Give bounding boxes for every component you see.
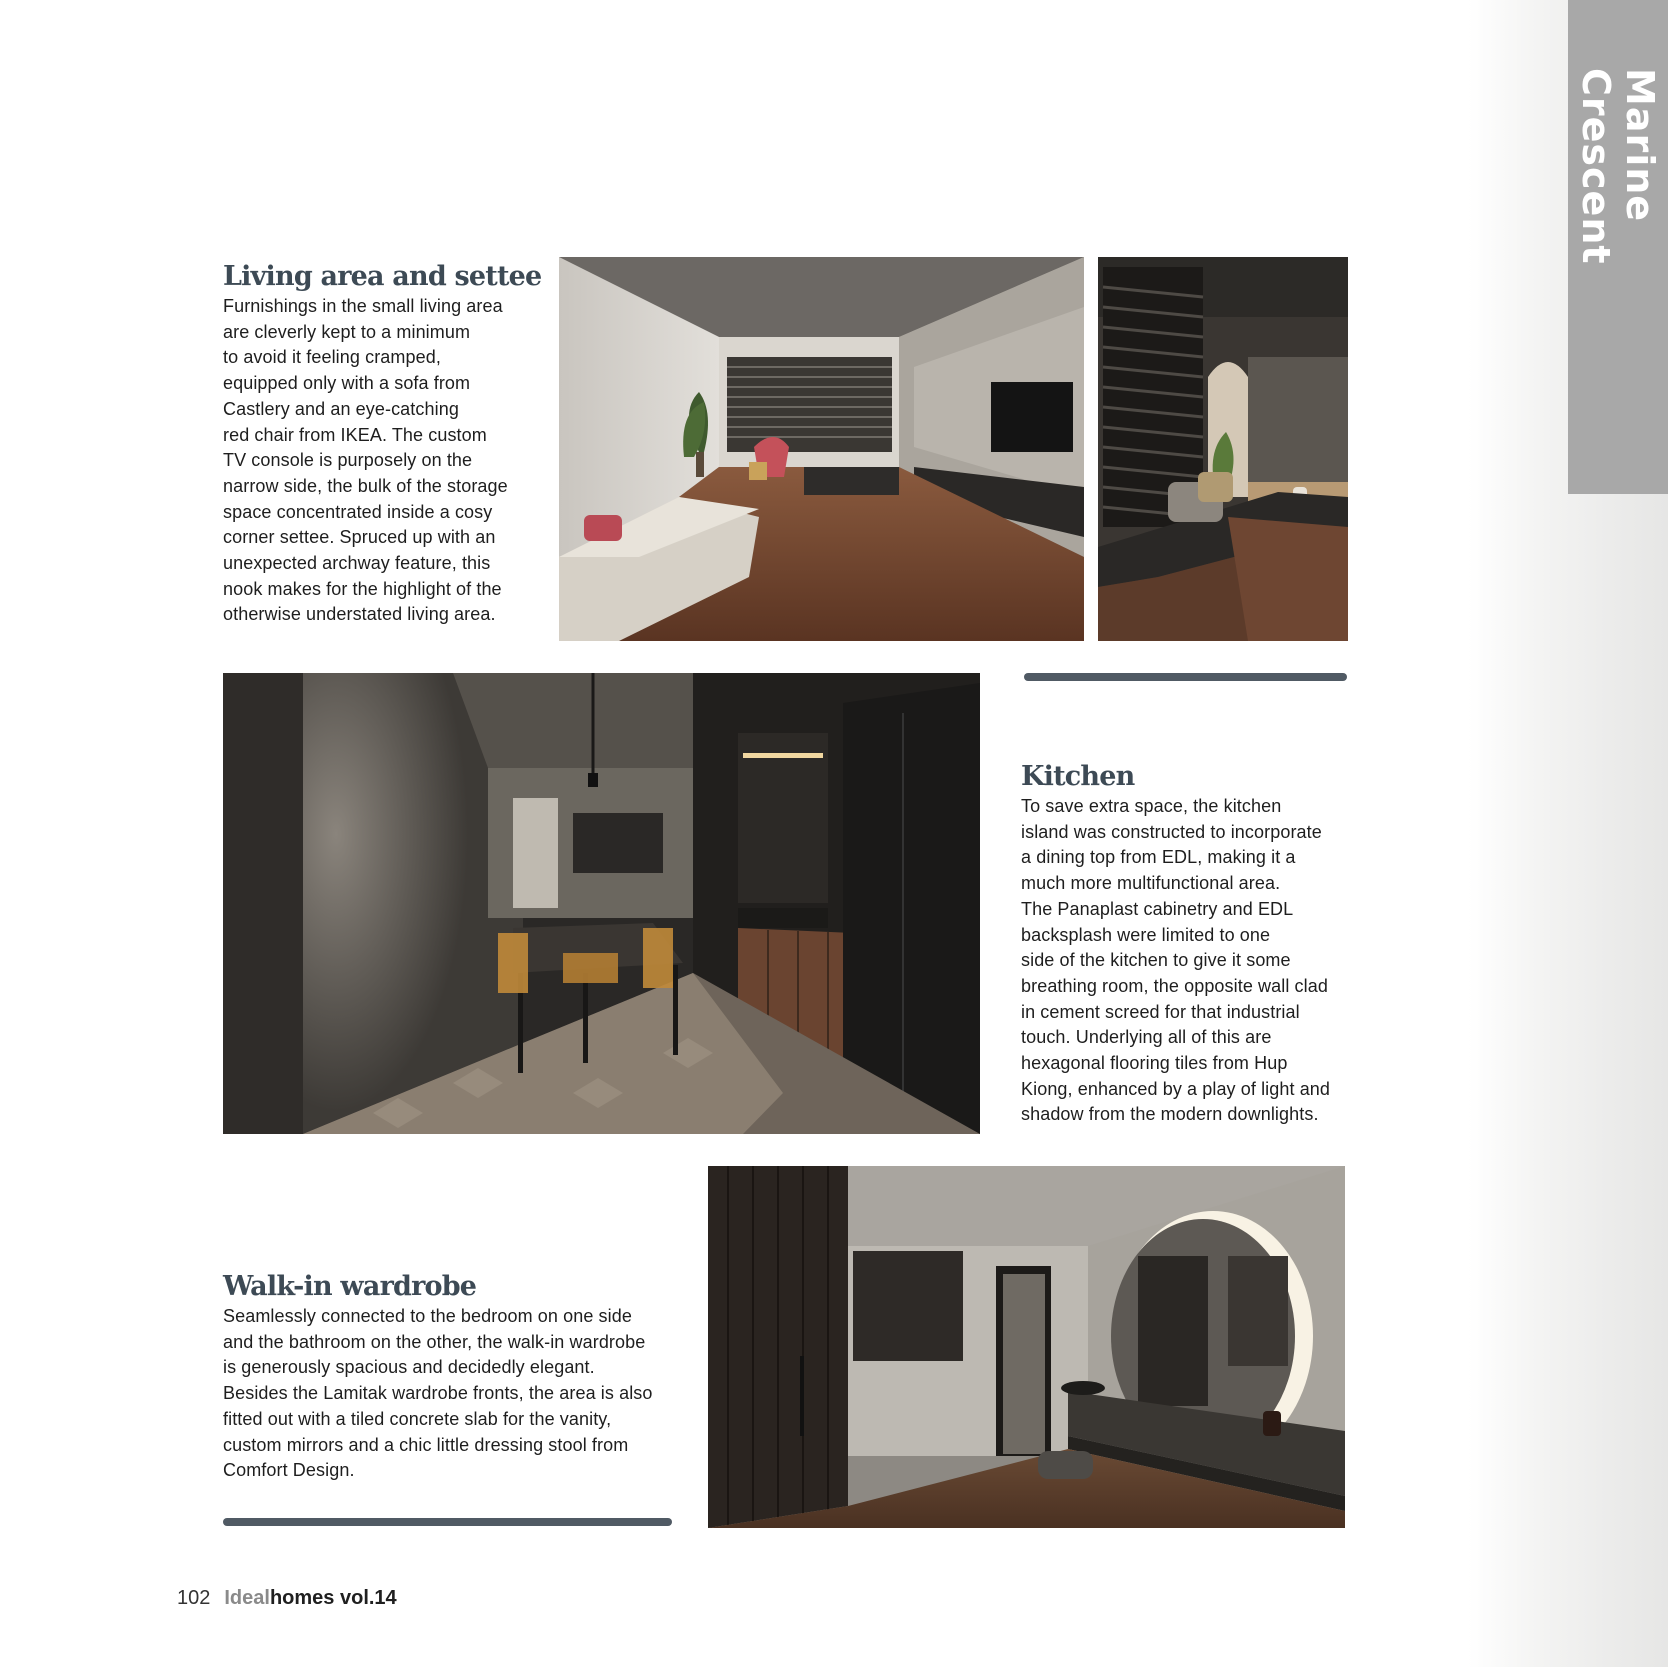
text-line: otherwise understated living area. xyxy=(223,604,496,625)
text-line: fitted out with a tiled concrete slab for the vanity, xyxy=(223,1408,612,1429)
text-line: Comfort Design. xyxy=(223,1460,355,1481)
text-line: touch. Underlying all of this are xyxy=(1021,1027,1272,1048)
text-line: corner settee. Spruced up with an xyxy=(223,527,496,548)
text-line: To save extra space, the kitchen xyxy=(1021,796,1282,816)
text-line: a dining top from EDL, making it a xyxy=(1021,847,1296,868)
text-line: TV console is purposely on the xyxy=(223,450,473,471)
wardrobe-heading: Walk-in wardrobe xyxy=(223,1271,477,1302)
brand-name-bold: homes vol.14 xyxy=(269,1587,397,1609)
wardrobe-body xyxy=(223,1304,673,1484)
kitchen-photo xyxy=(223,673,980,1134)
kitchen-body xyxy=(1021,794,1351,1128)
text-line: nook makes for the highlight of the xyxy=(223,578,502,599)
text-line: space concentrated inside a cosy xyxy=(223,501,493,522)
text-line: Castlery and an eye-catching xyxy=(223,398,459,419)
text-line: Besides the Lamitak wardrobe fronts, the area is also xyxy=(223,1383,653,1404)
walk-in-wardrobe-photo xyxy=(708,1166,1345,1528)
wardrobe-rule xyxy=(223,1518,672,1526)
text-line: backsplash were limited to one xyxy=(1021,924,1271,945)
text-line: hexagonal flooring tiles from Hup xyxy=(1021,1053,1288,1074)
text-line: shadow from the modern downlights. xyxy=(1021,1104,1319,1125)
living-heading: Living area and settee xyxy=(223,261,542,292)
archway-nook-photo xyxy=(1098,257,1348,641)
text-line: The Panaplast cabinetry and EDL xyxy=(1021,898,1294,919)
text-line: side of the kitchen to give it some xyxy=(1021,950,1291,971)
text-line: breathing room, the opposite wall clad xyxy=(1021,975,1328,996)
text-line: unexpected archway feature, this xyxy=(223,553,491,574)
page-footer xyxy=(177,1587,397,1610)
text-line: Kiong, enhanced by a play of light and xyxy=(1021,1078,1331,1099)
kitchen-heading: Kitchen xyxy=(1021,761,1135,792)
living-room-photo xyxy=(559,257,1084,641)
text-line: and the bathroom on the other, the walk-in wardrobe xyxy=(223,1331,646,1352)
text-line: to avoid it feeling cramped, xyxy=(223,347,441,368)
brand-name-light: Ideal xyxy=(224,1587,270,1609)
text-line: Furnishings in the small living area xyxy=(223,296,503,316)
section-tab-label: Marine Crescent xyxy=(1574,68,1662,265)
text-line: red chair from IKEA. The custom xyxy=(223,424,487,445)
text-line: much more multifunctional area. xyxy=(1021,873,1281,894)
text-line: are cleverly kept to a minimum xyxy=(223,321,471,342)
text-line: narrow side, the bulk of the storage xyxy=(223,475,508,496)
text-line: in cement screed for that industrial xyxy=(1021,1001,1300,1022)
text-line: equipped only with a sofa from xyxy=(223,373,471,394)
text-line: is generously spacious and decidedly elegant. xyxy=(223,1357,595,1378)
living-body xyxy=(223,294,523,628)
page-number: 102 xyxy=(177,1587,211,1609)
text-line: Seamlessly connected to the bedroom on one side xyxy=(223,1306,632,1326)
kitchen-rule xyxy=(1024,673,1347,681)
text-line: custom mirrors and a chic little dressing stool from xyxy=(223,1434,629,1455)
text-line: island was constructed to incorporate xyxy=(1021,821,1322,842)
